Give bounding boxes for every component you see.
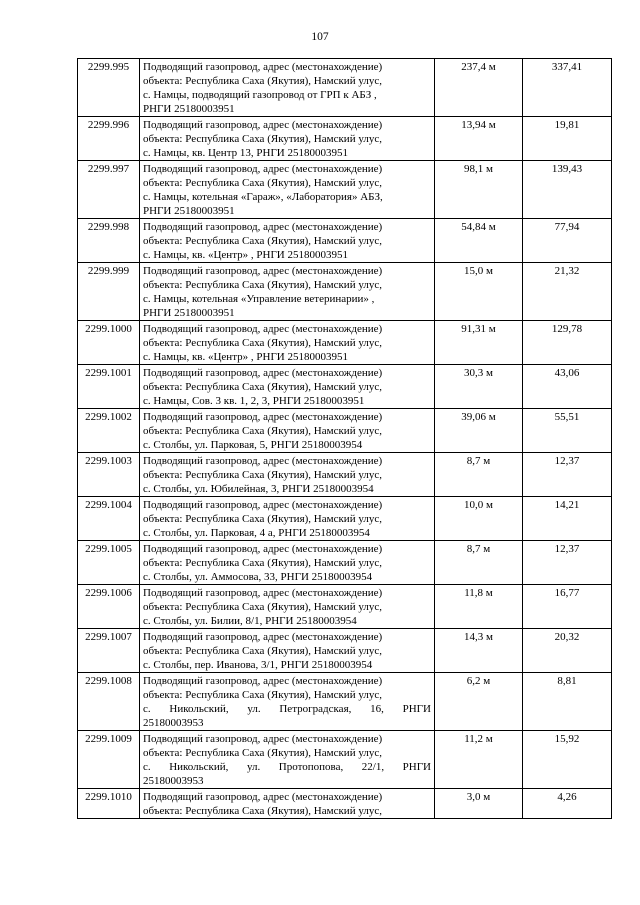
length-cell: 237,4 м [435, 59, 523, 117]
row-number-cell: 2299.1007 [78, 629, 140, 673]
description-line: Подводящий газопровод, адрес (местонахождение) [143, 119, 383, 131]
table-row [78, 263, 612, 321]
description-line: Подводящий газопровод, адрес (местонахождение) [143, 733, 383, 745]
description-cell [140, 161, 435, 219]
table-row [78, 497, 612, 541]
description-line: объекта: Республика Саха (Якутия), Намский улус, [143, 337, 382, 349]
description-line: объекта: Республика Саха (Якутия), Намский улус, [143, 513, 382, 525]
description-cell [140, 629, 435, 673]
description-line: объекта: Республика Саха (Якутия), Намский улус, [143, 235, 382, 247]
length-cell: 6,2 м [435, 673, 523, 731]
length-cell: 10,0 м [435, 497, 523, 541]
description-line: с. Столбы, ул. Аммосова, 33, РНГИ 25180003954 [143, 571, 373, 583]
table-row [78, 789, 612, 819]
description-line: с. Столбы, ул. Билии, 8/1, РНГИ 25180003954 [143, 615, 357, 627]
value-cell: 129,78 [523, 321, 612, 365]
description-line: Подводящий газопровод, адрес (местонахождение) [143, 367, 383, 379]
row-number-cell: 2299.999 [78, 263, 140, 321]
description-cell [140, 731, 435, 789]
table-body [78, 59, 612, 819]
description-line: объекта: Республика Саха (Якутия), Намский улус, [143, 557, 382, 569]
length-cell: 39,06 м [435, 409, 523, 453]
table-row [78, 673, 612, 731]
description-line: Подводящий газопровод, адрес (местонахождение) [143, 587, 383, 599]
table-row [78, 585, 612, 629]
table-row [78, 629, 612, 673]
length-cell: 91,31 м [435, 321, 523, 365]
row-number-cell: 2299.996 [78, 117, 140, 161]
description-line: объекта: Республика Саха (Якутия), Намский улус, [143, 645, 382, 657]
length-cell: 30,3 м [435, 365, 523, 409]
description-line: Подводящий газопровод, адрес (местонахождение) [143, 61, 383, 73]
description-line: РНГИ 25180003951 [143, 103, 235, 115]
description-line: с. Намцы, котельная «Управление ветеринарии» , [143, 293, 375, 305]
description-cell [140, 117, 435, 161]
value-cell: 43,06 [523, 365, 612, 409]
value-cell: 21,32 [523, 263, 612, 321]
description-line: с. Никольский, ул. Протопопова, 22/1, РНГИ [143, 761, 431, 773]
row-number-cell: 2299.1000 [78, 321, 140, 365]
length-cell: 8,7 м [435, 541, 523, 585]
description-line: Подводящий газопровод, адрес (местонахождение) [143, 265, 383, 277]
description-line: Подводящий газопровод, адрес (местонахождение) [143, 455, 383, 467]
value-cell: 19,81 [523, 117, 612, 161]
description-line: объекта: Республика Саха (Якутия), Намский улус, [143, 177, 382, 189]
description-line: с. Намцы, Сов. 3 кв. 1, 2, 3, РНГИ 25180003951 [143, 395, 365, 407]
length-cell: 54,84 м [435, 219, 523, 263]
value-cell: 337,41 [523, 59, 612, 117]
length-cell: 11,2 м [435, 731, 523, 789]
length-cell: 8,7 м [435, 453, 523, 497]
row-number-cell: 2299.1003 [78, 453, 140, 497]
description-line: объекта: Республика Саха (Якутия), Намский улус, [143, 601, 382, 613]
table-row [78, 731, 612, 789]
table-row [78, 409, 612, 453]
description-line: 25180003953 [143, 775, 204, 787]
description-cell [140, 541, 435, 585]
row-number-cell: 2299.1010 [78, 789, 140, 819]
description-line: с. Намцы, котельная «Гараж», «Лаборатория» АБЗ, [143, 191, 383, 203]
description-line: Подводящий газопровод, адрес (местонахождение) [143, 543, 383, 555]
description-line: объекта: Республика Саха (Якутия), Намский улус, [143, 279, 382, 291]
table-row [78, 321, 612, 365]
row-number-cell: 2299.1004 [78, 497, 140, 541]
row-number-cell: 2299.998 [78, 219, 140, 263]
description-line: Подводящий газопровод, адрес (местонахождение) [143, 675, 383, 687]
value-cell: 14,21 [523, 497, 612, 541]
description-line: объекта: Республика Саха (Якутия), Намский улус, [143, 381, 382, 393]
description-line: объекта: Республика Саха (Якутия), Намский улус, [143, 75, 382, 87]
description-cell [140, 263, 435, 321]
description-line: с. Столбы, ул. Парковая, 4 а, РНГИ 25180003954 [143, 527, 370, 539]
description-line: с. Столбы, ул. Парковая, 5, РНГИ 25180003954 [143, 439, 363, 451]
description-line: объекта: Республика Саха (Якутия), Намский улус, [143, 805, 382, 817]
description-line: РНГИ 25180003951 [143, 205, 235, 217]
length-cell: 15,0 м [435, 263, 523, 321]
description-line: РНГИ 25180003951 [143, 307, 235, 319]
length-cell: 13,94 м [435, 117, 523, 161]
table-row [78, 541, 612, 585]
description-line: объекта: Республика Саха (Якутия), Намский улус, [143, 747, 382, 759]
description-line: объекта: Республика Саха (Якутия), Намский улус, [143, 689, 382, 701]
description-cell [140, 409, 435, 453]
description-line: Подводящий газопровод, адрес (местонахождение) [143, 163, 383, 175]
description-line: с. Столбы, пер. Иванова, 3/1, РНГИ 25180003954 [143, 659, 373, 671]
description-line: объекта: Республика Саха (Якутия), Намский улус, [143, 469, 382, 481]
row-number-cell: 2299.1008 [78, 673, 140, 731]
description-line: Подводящий газопровод, адрес (местонахождение) [143, 411, 383, 423]
description-cell [140, 789, 435, 819]
description-cell [140, 453, 435, 497]
length-cell: 14,3 м [435, 629, 523, 673]
value-cell: 15,92 [523, 731, 612, 789]
description-line: Подводящий газопровод, адрес (местонахождение) [143, 791, 383, 803]
description-cell [140, 219, 435, 263]
description-line: Подводящий газопровод, адрес (местонахождение) [143, 323, 383, 335]
length-cell: 11,8 м [435, 585, 523, 629]
description-cell [140, 673, 435, 731]
description-line: 25180003953 [143, 717, 204, 729]
description-line: с. Намцы, подводящий газопровод от ГРП к АБЗ , [143, 89, 377, 101]
table-row [78, 219, 612, 263]
row-number-cell: 2299.995 [78, 59, 140, 117]
description-line: с. Никольский, ул. Петроградская, 16, РНГИ [143, 703, 431, 715]
value-cell: 77,94 [523, 219, 612, 263]
value-cell: 12,37 [523, 453, 612, 497]
table-row [78, 453, 612, 497]
description-cell [140, 321, 435, 365]
description-line: с. Намцы, кв. «Центр» , РНГИ 25180003951 [143, 249, 349, 261]
row-number-cell: 2299.997 [78, 161, 140, 219]
description-cell [140, 365, 435, 409]
value-cell: 20,32 [523, 629, 612, 673]
description-line: с. Намцы, кв. «Центр» , РНГИ 25180003951 [143, 351, 349, 363]
description-cell [140, 585, 435, 629]
value-cell: 12,37 [523, 541, 612, 585]
description-cell [140, 59, 435, 117]
row-number-cell: 2299.1005 [78, 541, 140, 585]
row-number-cell: 2299.1006 [78, 585, 140, 629]
description-line: Подводящий газопровод, адрес (местонахождение) [143, 499, 383, 511]
table-row [78, 365, 612, 409]
gas-pipeline-table [77, 58, 612, 819]
row-number-cell: 2299.1009 [78, 731, 140, 789]
length-cell: 3,0 м [435, 789, 523, 819]
description-cell [140, 497, 435, 541]
row-number-cell: 2299.1001 [78, 365, 140, 409]
length-cell: 98,1 м [435, 161, 523, 219]
table-row [78, 161, 612, 219]
table-row [78, 59, 612, 117]
description-line: Подводящий газопровод, адрес (местонахождение) [143, 631, 383, 643]
value-cell: 4,26 [523, 789, 612, 819]
description-line: Подводящий газопровод, адрес (местонахождение) [143, 221, 383, 233]
row-number-cell: 2299.1002 [78, 409, 140, 453]
value-cell: 139,43 [523, 161, 612, 219]
description-line: с. Столбы, ул. Юбилейная, 3, РНГИ 25180003954 [143, 483, 374, 495]
description-line: объекта: Республика Саха (Якутия), Намский улус, [143, 425, 382, 437]
description-line: с. Намцы, кв. Центр 13, РНГИ 25180003951 [143, 147, 349, 159]
table-row [78, 117, 612, 161]
value-cell: 16,77 [523, 585, 612, 629]
value-cell: 55,51 [523, 409, 612, 453]
page-number: 107 [311, 31, 329, 43]
value-cell: 8,81 [523, 673, 612, 731]
description-line: объекта: Республика Саха (Якутия), Намский улус, [143, 133, 382, 145]
